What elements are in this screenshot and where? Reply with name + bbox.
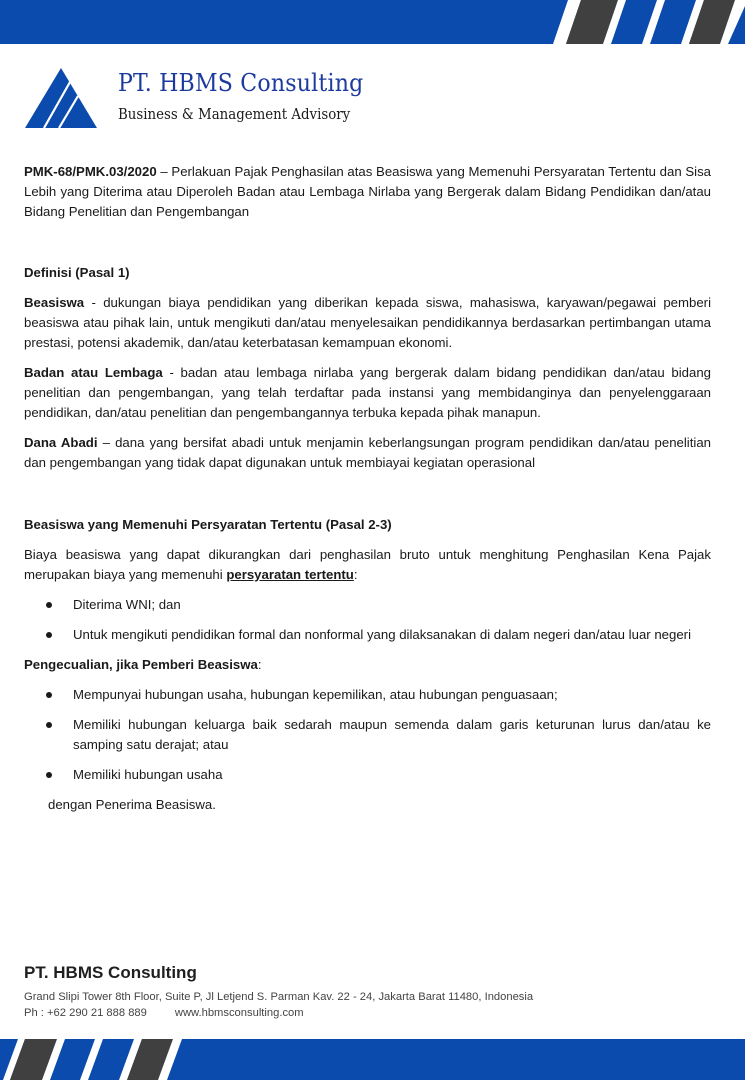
footer-website-link[interactable]: www.hbmsconsulting.com	[174, 1007, 304, 1019]
bullet-icon	[46, 692, 52, 698]
exceptions-list	[24, 685, 711, 785]
definition-text: – dana yang bersifat abadi untuk menjamin keberlangsungan program pendidikan dan/atau penelitian dan pengembangan yang tidak dapat digunakan untuk membiayai kegiatan operasional	[24, 435, 711, 470]
header-stripes	[0, 0, 745, 44]
definition-text: - dukungan biaya pendidikan yang diberikan kepada siswa, mahasiswa, karyawan/pegawai pemberi beasiswa atau pihak lain, untuk mengikuti dan/atau menyelesaikan pendidikannya berdasarkan pertimbangan utama prestasi, potensi akademik, dan/atau keterbatasan kemampuan ekonomi.	[24, 295, 711, 350]
intro-end: :	[353, 567, 358, 582]
definition-beasiswa	[24, 293, 711, 353]
document-title	[24, 162, 711, 222]
footer-band-fill	[0, 1039, 745, 1080]
footer-phone: Ph : +62 290 21 888 889	[24, 1007, 147, 1019]
list-item	[24, 685, 711, 705]
list-item	[24, 595, 711, 615]
footer-band	[0, 1039, 745, 1080]
definition-dana-abadi	[24, 433, 711, 473]
intro-text: Biaya beasiswa yang dapat dikurangkan dari penghasilan bruto untuk menghitung Penghasilan Kena Pajak merupakan biaya yang memenuhi	[24, 547, 711, 582]
bullet-icon	[46, 632, 52, 638]
list-item-text: Memiliki hubungan usaha	[73, 767, 223, 782]
footer-company-name: PT. HBMS Consulting	[24, 963, 197, 982]
exceptions-label-text: Pengecualian, jika Pemberi Beasiswa	[24, 657, 258, 672]
list-item-text: Diterima WNI; dan	[73, 597, 181, 612]
header-band	[0, 0, 745, 44]
bullet-icon	[46, 772, 52, 778]
header-band-fill	[0, 0, 745, 44]
exceptions-colon: :	[257, 657, 262, 672]
list-item-text: Untuk mengikuti pendidikan formal dan nonformal yang dilaksanakan di dalam negeri dan/atau luar negeri	[73, 627, 691, 642]
footer-stripes	[0, 1039, 745, 1080]
definition-term: Beasiswa	[24, 295, 85, 310]
definition-badan-lembaga	[24, 363, 711, 423]
section-heading-requirements: Beasiswa yang Memenuhi Persyaratan Tertentu (Pasal 2-3)	[24, 517, 392, 532]
document-body	[24, 162, 711, 815]
section-heading-definitions: Definisi (Pasal 1)	[24, 265, 130, 280]
definition-term: Dana Abadi	[24, 435, 98, 450]
bullet-icon	[46, 602, 52, 608]
list-item	[24, 715, 711, 755]
bullet-icon	[46, 722, 52, 728]
regulation-title: – Perlakuan Pajak Penghasilan atas Beasiswa yang Memenuhi Persyaratan Tertentu dan Sisa Lebih yang Diterima atau Diperoleh Badan atau Lembaga Nirlaba yang Bergerak dalam Bidang Pendidikan dan/atau Bidang Penelitian dan Pengembangan	[24, 164, 711, 219]
requirements-intro	[24, 545, 711, 585]
regulation-ref: PMK-68/PMK.03/2020	[24, 164, 157, 179]
triangle-logo-icon	[25, 68, 97, 130]
exceptions-closing: dengan Penerima Beasiswa.	[48, 797, 216, 812]
list-item-text: Memiliki hubungan keluarga baik sedarah maupun semenda dalam garis keturunan lurus dan/atau ke samping satu derajat; atau	[73, 717, 711, 752]
list-item	[24, 625, 711, 645]
footer-address: Grand Slipi Tower 8th Floor, Suite P, Jl Letjend S. Parman Kav. 22 - 24, Jakarta Barat 11480, Indonesia	[24, 991, 534, 1003]
exceptions-label	[24, 655, 711, 675]
company-tagline: Business & Management Advisory	[118, 107, 351, 123]
requirements-list	[24, 595, 711, 645]
intro-emphasis: persyaratan tertentu	[226, 567, 354, 582]
footer-contact	[24, 1007, 304, 1019]
list-item	[24, 765, 711, 785]
list-item-text: Mempunyai hubungan usaha, hubungan kepemilikan, atau hubungan penguasaan;	[73, 687, 558, 702]
definition-text: - badan atau lembaga nirlaba yang bergerak dalam bidang pendidikan dan/atau bidang penelitian dan pengembangan, yang telah terdaftar pada instansi yang membidanginya dan penyelenggaraan pendidikan, dan/atau penelitian dan pengembangannya terbuka kepada pihak manapun.	[24, 365, 711, 420]
definition-term: Badan atau Lembaga	[24, 365, 163, 380]
company-name: PT. HBMS Consulting	[118, 69, 364, 97]
